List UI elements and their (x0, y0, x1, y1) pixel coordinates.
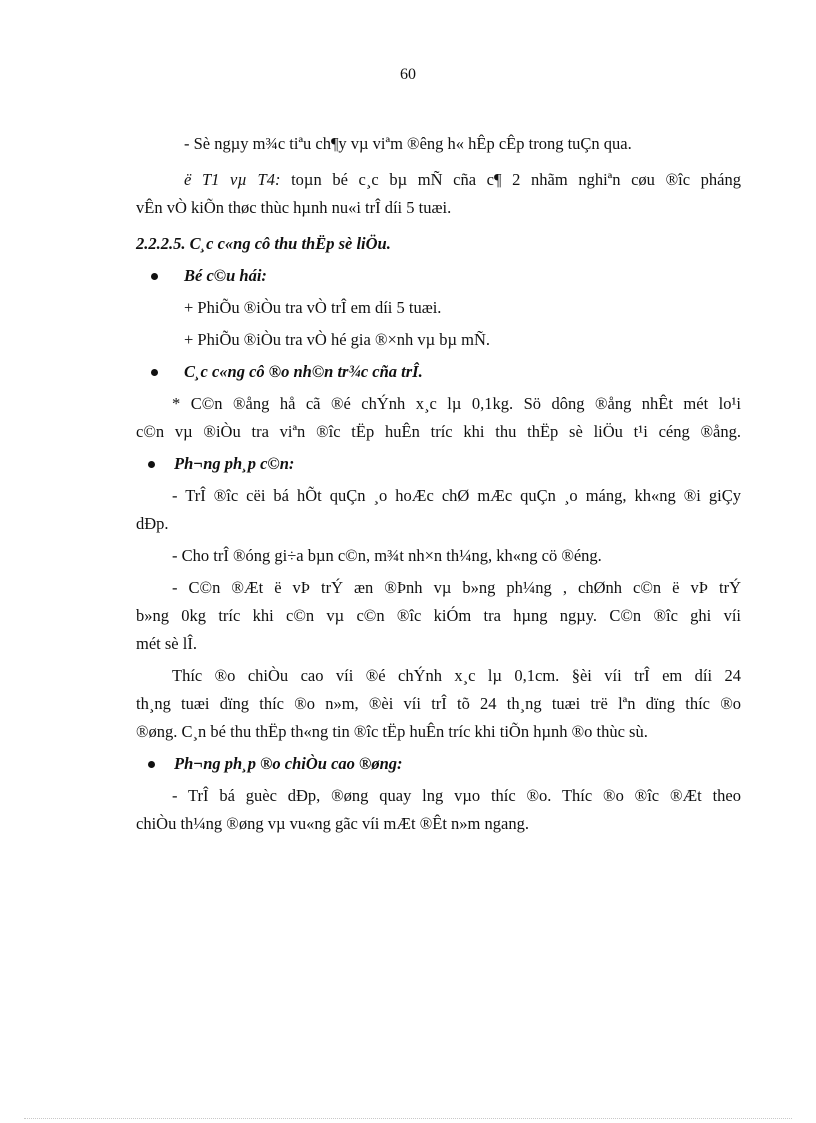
section-heading: 2.2.2.5. C¸c c«ng cô thu thËp sè liÖu. (136, 234, 391, 253)
paragraph-line (136, 166, 741, 194)
bullet-item (136, 750, 741, 778)
bullet-label: C¸c c«ng cô ®o nh©n tr¾c cña trÎ. (184, 362, 423, 381)
paragraph-line: - C©n ®Æt ë vÞ trÝ æn ®Þnh vµ b»ng ph¼ng , chØnh c©n ë vÞ trÝ (172, 578, 741, 597)
document-body (136, 130, 741, 838)
bullet-dot-icon (151, 273, 158, 280)
bullet-dot-icon (148, 761, 155, 768)
paragraph-line: - Cho trÎ ®óng gi÷a bµn c©n, m¾t nh×n th¼ng, kh«ng cö ®éng. (172, 546, 602, 565)
paragraph-line: mét sè lÎ. (136, 634, 197, 653)
paragraph-line: - TrÎ ®îc cëi bá hÕt quÇn ¸o hoÆc chØ mÆc quÇn ¸o máng, kh«ng ®i giÇy (172, 486, 741, 505)
bullet-label: Bé c©u hái: (184, 266, 267, 285)
paragraph-line: th¸ng tuæi dïng thíc ®o n»m, ®èi víi trÎ tõ 24 th¸ng tuæi trë lªn dïng thíc ®o (136, 694, 741, 713)
paragraph-line: ®øng. C¸n bé thu thËp th«ng tin ®îc tËp huÊn tríc khi tiÕn hµnh ®o thùc sù. (136, 722, 648, 741)
paragraph-line: + PhiÕu ®iÒu tra vÒ trÎ em díi 5 tuæi. (184, 298, 442, 317)
paragraph-line: dÐp. (136, 514, 169, 533)
paragraph-line: vÊn vÒ kiÕn thøc thùc hµnh nu«i trÎ díi 5 tuæi. (136, 198, 452, 217)
bullet-label: Ph¬ng ph¸p ®o chiÒu cao ®øng: (174, 754, 403, 773)
paragraph-line: b»ng 0kg tríc khi c©n vµ c©n ®îc kiÓm tra hµng ngµy. C©n ®îc ghi víi (136, 606, 741, 625)
bullet-item (136, 358, 741, 386)
italic-label: ë T1 vµ T4: (184, 170, 281, 189)
paragraph-line: c©n vµ ®iÒu tra viªn ®îc tËp huÊn tríc khi thu thËp sè liÖu t¹i céng ®ång. (136, 422, 741, 441)
paragraph-line: - TrÎ bá guèc dÐp, ®øng quay lng vµo thíc ®o. Thíc ®o ®îc ®Æt theo (172, 786, 741, 805)
paragraph-line: chiÒu th¼ng ®øng vµ vu«ng gãc víi mÆt ®Êt n»m ngang. (136, 814, 529, 833)
paragraph-line: Thíc ®o chiÒu cao víi ®é chÝnh x¸c lµ 0,1cm. §èi víi trÎ em díi 24 (172, 666, 741, 685)
paragraph-line: - Sè ngµy m¾c tiªu ch¶y vµ viªm ®êng h« hÊp cÊp trong tuÇn qua. (184, 134, 632, 153)
bullet-item (136, 450, 741, 478)
paragraph-line: * C©n ®ång hå cã ®é chÝnh x¸c lµ 0,1kg. Sö dông ®ång nhÊt mét lo¹i (172, 394, 741, 413)
bullet-label: Ph¬ng ph¸p c©n: (174, 454, 295, 473)
paragraph-text: toµn bé c¸c bµ mÑ cña c¶ 2 nhãm nghiªn cøu ®îc pháng (280, 170, 741, 189)
page-bottom-rule (24, 1118, 792, 1119)
bullet-dot-icon (151, 369, 158, 376)
page-number: 60 (400, 66, 416, 83)
bullet-item (136, 262, 741, 290)
bullet-dot-icon (148, 461, 155, 468)
paragraph-line: + PhiÕu ®iÒu tra vÒ hé gia ®×nh vµ bµ mÑ. (184, 330, 491, 349)
